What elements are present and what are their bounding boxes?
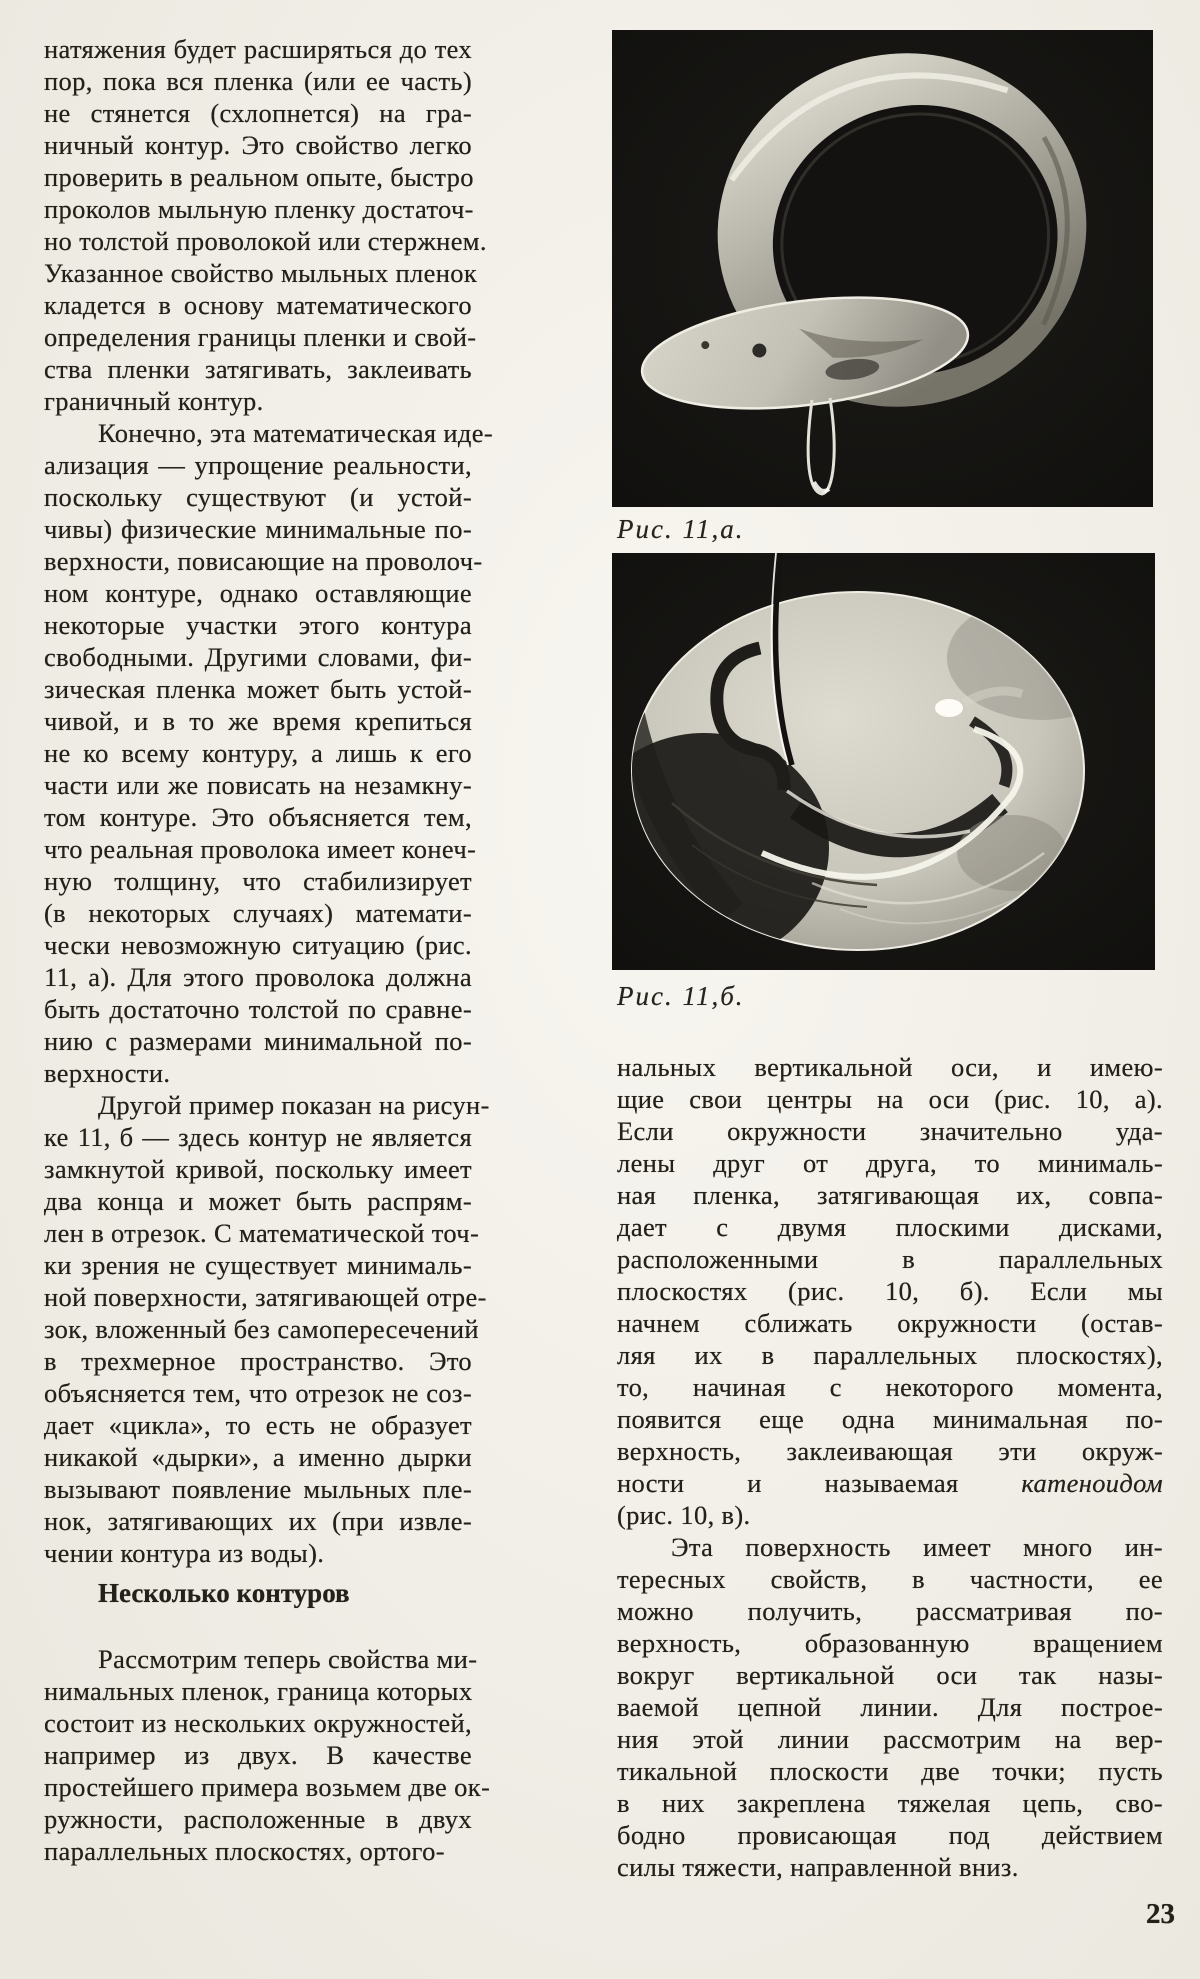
text-line: Если окружности значительно уда- xyxy=(617,1116,1163,1146)
text-line: чески невозможную ситуацию (рис. xyxy=(44,930,472,960)
text-line: в трехмерное пространство. Это xyxy=(44,1346,472,1376)
text-line: можно получить, рассматривая по- xyxy=(617,1596,1163,1626)
text-line: части или же повисать на незамкну- xyxy=(44,770,472,800)
text-line: тикальной плоскости две точки; пусть xyxy=(617,1756,1163,1786)
text-line: чивы) физические минимальные по- xyxy=(44,514,472,544)
text-line: ляя их в параллельных плоскостях), xyxy=(617,1340,1163,1370)
text-line: ная пленка, затягивающая их, совпа- xyxy=(617,1180,1163,1210)
text-line: чивой, и в то же время крепиться xyxy=(44,706,472,736)
right-paragraphs xyxy=(617,1051,1163,1883)
text-line: верхность, образованную вращением xyxy=(617,1628,1163,1658)
text-line: пор, пока вся пленка (или ее часть) xyxy=(44,66,472,96)
text-line: быть достаточно толстой по сравне- xyxy=(44,994,472,1024)
text-line: щие свои центры на оси (рис. 10, а). xyxy=(617,1084,1163,1114)
text-line: не стянется (схлопнется) на гра- xyxy=(44,98,472,128)
text-line: Эта поверхность имеет много ин- xyxy=(671,1532,1163,1562)
text-line: ке 11, б — здесь контур не является xyxy=(44,1122,472,1152)
text-line: натяжения будет расширяться до тех xyxy=(44,34,472,64)
text-line: дает «цикла», то есть не образует xyxy=(44,1410,472,1440)
text-line: нок, затягивающих их (при извле- xyxy=(44,1506,472,1536)
text-line: состоит из нескольких окружностей, xyxy=(44,1708,472,1738)
text-line: начнем сближать окружности (остав- xyxy=(617,1308,1163,1338)
text-line: то, начиная с некоторого момента, xyxy=(617,1372,1163,1402)
text-line: не ко всему контуру, а лишь к его xyxy=(44,738,472,768)
left-column xyxy=(44,33,494,1867)
text-line: граничный контур. xyxy=(44,386,264,416)
bright-spot xyxy=(935,699,963,717)
figure-11a-photo xyxy=(612,30,1153,507)
text-line: ности и называемая катеноидом xyxy=(617,1468,1163,1498)
figure-11b-caption: Рис. 11,б. xyxy=(617,981,745,1011)
text-line: кладется в основу математического xyxy=(44,290,472,320)
right-column xyxy=(617,1051,1163,1883)
text-line: лены друг от друга, то минималь- xyxy=(617,1148,1163,1178)
text-line: нию с размерами минимальной по- xyxy=(44,1026,472,1056)
text-line: дает с двумя плоскими дисками, xyxy=(617,1212,1163,1242)
section-heading: Несколько контуров xyxy=(98,1578,350,1608)
text-line: нимальных пленок, граница которых xyxy=(44,1676,473,1706)
text-line: 11, а). Для этого проволока должна xyxy=(44,962,472,992)
text-line: расположенными в параллельных xyxy=(617,1244,1163,1274)
text-line: простейшего примера возьмем две ок- xyxy=(44,1772,491,1802)
left-paragraphs-after-heading xyxy=(44,1643,491,1867)
text-line: два конца и может быть распрям- xyxy=(44,1186,472,1216)
text-line: ализация — упрощение реальности, xyxy=(44,450,472,480)
text-line: Рассмотрим теперь свойства ми- xyxy=(98,1644,478,1674)
text-line: ную толщину, что стабилизирует xyxy=(44,866,472,896)
text-line: замкнутой кривой, поскольку имеет xyxy=(44,1154,472,1184)
text-line: ничный контур. Это свойство легко xyxy=(44,130,472,160)
text-line: (рис. 10, в). xyxy=(617,1500,751,1530)
text-line: определения границы пленки и свой- xyxy=(44,322,477,352)
text-line: объясняется тем, что отрезок не соз- xyxy=(44,1378,472,1408)
text-line: чении контура из воды). xyxy=(44,1538,325,1568)
text-line: вызывают появление мыльных пле- xyxy=(44,1474,472,1504)
text-line: ния этой линии рассмотрим на вер- xyxy=(617,1724,1163,1754)
text-line: верхности. xyxy=(44,1058,171,1088)
text-line: нальных вертикальной оси, и имею- xyxy=(617,1052,1163,1082)
text-line: верхность, заклеивающая эти окруж- xyxy=(617,1436,1163,1466)
text-line: свободными. Другими словами, фи- xyxy=(44,642,472,672)
text-line: но толстой проволокой или стержнем. xyxy=(44,226,487,256)
text-line: некоторые участки этого контура xyxy=(44,610,472,640)
left-paragraphs xyxy=(44,33,494,1569)
text-line: зическая пленка может быть устой- xyxy=(44,674,472,704)
text-line: лен в отрезок. С математической точ- xyxy=(44,1218,480,1248)
text-line: в них закреплена тяжелая цепь, сво- xyxy=(617,1788,1163,1818)
text-line: (в некоторых случаях) математи- xyxy=(44,898,472,928)
text-line: Другой пример показан на рисун- xyxy=(98,1090,490,1120)
text-line: ружности, расположенные в двух xyxy=(44,1804,472,1834)
text-line: плоскостях (рис. 10, б). Если мы xyxy=(617,1276,1163,1306)
text-line: вокруг вертикальной оси так назы- xyxy=(617,1660,1163,1690)
text-line: проколов мыльную пленку достаточ- xyxy=(44,194,474,224)
text-line: ваемой цепной линии. Для построе- xyxy=(617,1692,1163,1722)
text-line: никакой «дырки», а именно дырки xyxy=(44,1442,472,1472)
text-line: ной поверхности, затягивающей отре- xyxy=(44,1282,487,1312)
page-number: 23 xyxy=(1146,1898,1175,1930)
text-line: силы тяжести, направленной вниз. xyxy=(617,1852,1019,1882)
text-line: зок, вложенный без самопересечений xyxy=(44,1314,479,1344)
text-line: параллельных плоскостях, ортого- xyxy=(44,1836,445,1866)
text-line: например из двух. В качестве xyxy=(44,1740,472,1770)
figure-11b-photo xyxy=(612,553,1155,970)
text-line: тересных свойств, в частности, ее xyxy=(617,1564,1163,1594)
text-line: том контуре. Это объясняется тем, xyxy=(44,802,472,832)
text-line: верхности, повисающие на проволоч- xyxy=(44,546,483,576)
text-line: что реальная проволока имеет конеч- xyxy=(44,834,477,864)
text-line: Указанное свойство мыльных пленок xyxy=(44,258,478,288)
text-line: Конечно, эта математическая иде- xyxy=(98,418,494,448)
text-line: ки зрения не существует минималь- xyxy=(44,1250,472,1280)
text-line: проверить в реальном опыте, быстро xyxy=(44,162,474,192)
figure-11a-caption: Рис. 11,а. xyxy=(617,514,745,544)
text-line: поскольку существуют (и устой- xyxy=(44,482,472,512)
text-line: появится еще одна минимальная по- xyxy=(617,1404,1163,1434)
text-line: ства пленки затягивать, заклеивать xyxy=(44,354,472,384)
text-line: ном контуре, однако оставляющие xyxy=(44,578,472,608)
text-line: бодно провисающая под действием xyxy=(617,1820,1163,1850)
